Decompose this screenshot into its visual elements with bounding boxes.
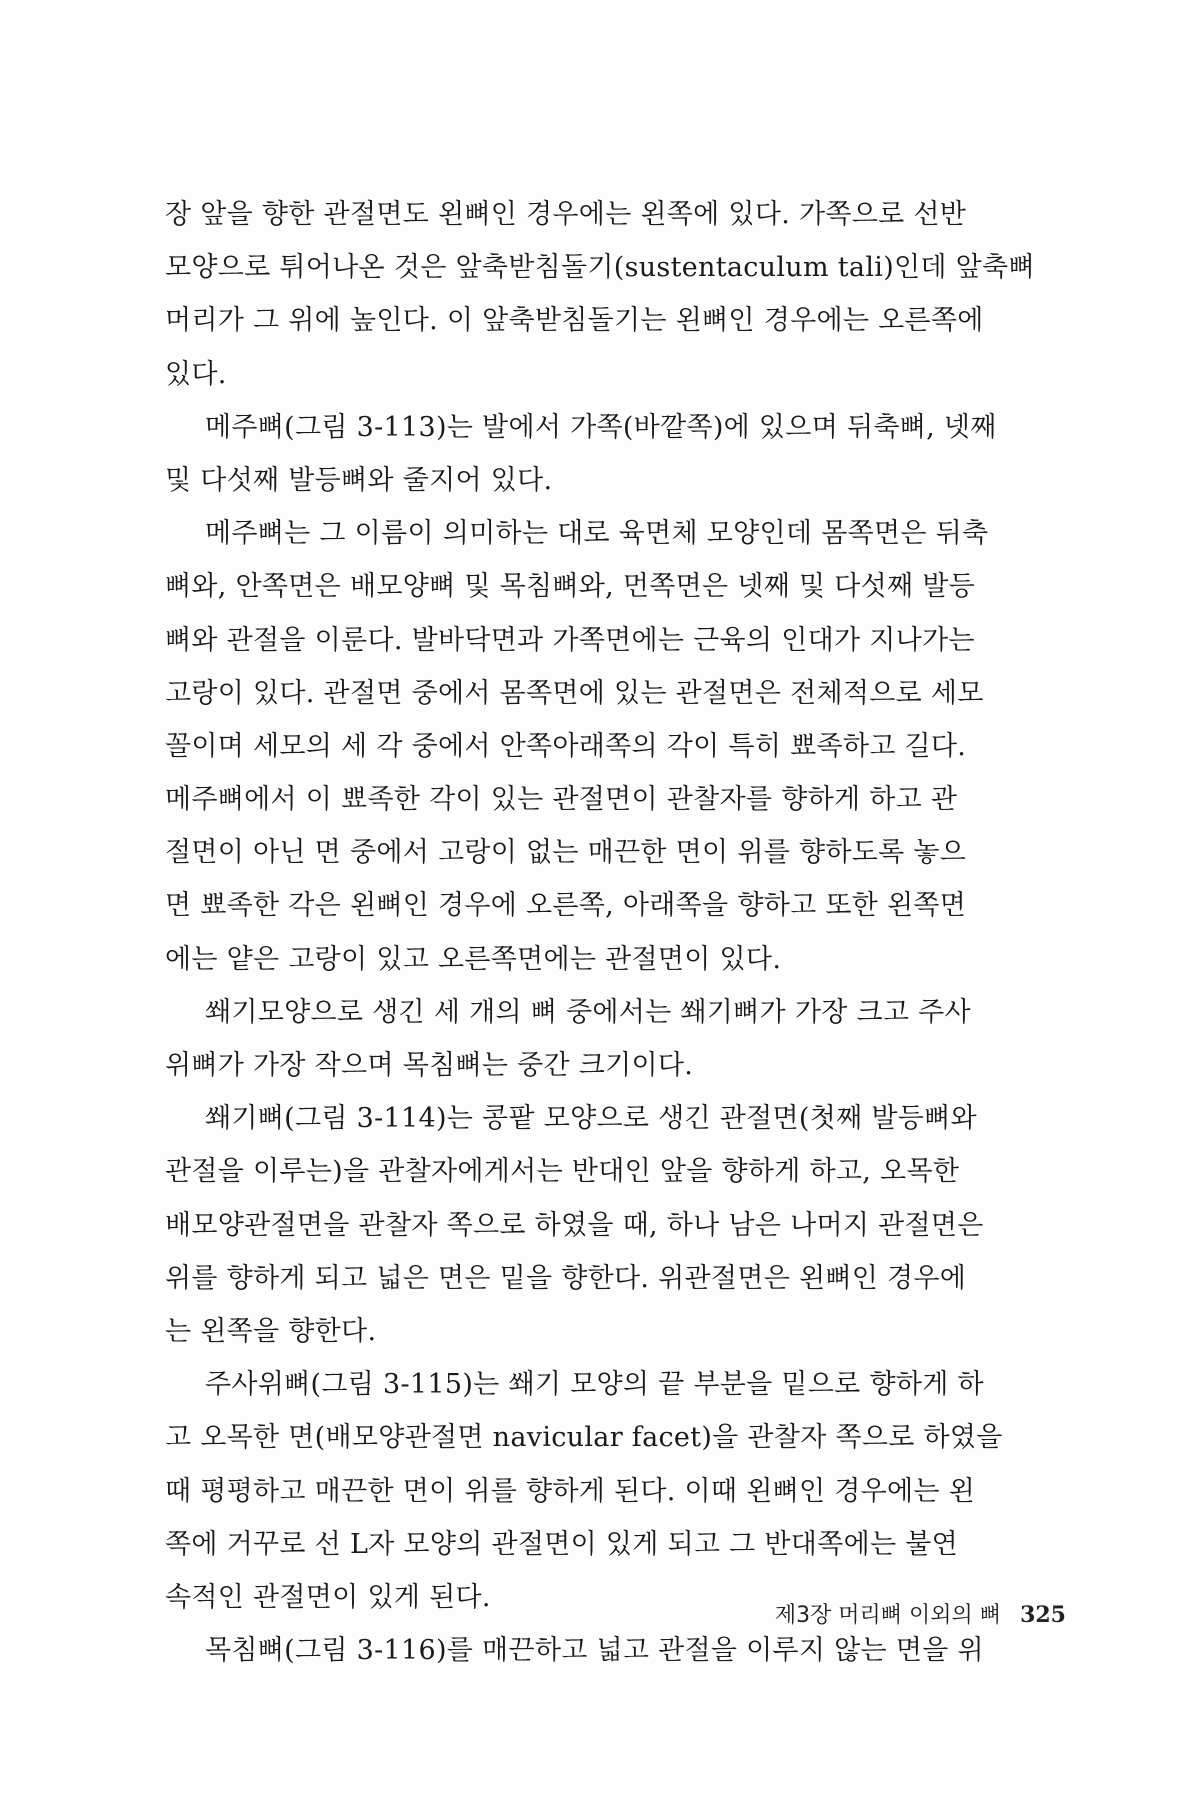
text-line: 쐐기모양으로 생긴 세 개의 뼈 중에서는 쐐기뼈가 가장 크고 주사 xyxy=(205,996,971,1028)
text-line: 메주뼈는 그 이름이 의미하는 대로 육면체 모양인데 몸쪽면은 뒤축 xyxy=(205,518,989,550)
text-line: 절면이 아닌 면 중에서 고랑이 없는 매끈한 면이 위를 향하도록 놓으 xyxy=(165,837,967,869)
text-line: 면 뾰족한 각은 왼뼈인 경우에 오른쪽, 아래쪽을 향하고 또한 왼쪽면 xyxy=(165,890,967,922)
text-line: 위뼈가 가장 작으며 목침뼈는 중간 크기이다. xyxy=(165,1050,694,1081)
text-line: 꼴이며 세모의 세 각 중에서 안쪽아래쪽의 각이 특히 뾰족하고 길다. xyxy=(165,730,967,762)
text-line: 메주뼈(그림 3-113)는 발에서 가쪽(바깥쪽)에 있으며 뒤축뼈, 넷째 xyxy=(205,411,997,443)
text-line: 장 앞을 향한 관절면도 왼뼈인 경우에는 왼쪽에 있다. 가쪽으로 선반 xyxy=(165,199,967,230)
text-line: 쐐기뼈(그림 3-114)는 콩팥 모양으로 생긴 관절면(첫째 발등뼈와 xyxy=(205,1103,977,1135)
text-line: 메주뼈에서 이 뾰족한 각이 있는 관절면이 관찰자를 향하게 하고 관 xyxy=(165,784,958,816)
text-line: 쪽에 거꾸로 선 L자 모양의 관절면이 있게 되고 그 반대쪽에는 불연 xyxy=(165,1528,958,1560)
text-line: 때 평평하고 매끈한 면이 위를 향하게 된다. 이때 왼뼈인 경우에는 왼 xyxy=(165,1475,976,1507)
text-line: 위를 향하게 되고 넓은 면은 밑을 향한다. 위관절면은 왼뼈인 경우에 xyxy=(165,1262,967,1294)
text-line: 고랑이 있다. 관절면 중에서 몸쪽면에 있는 관절면은 전체적으로 세모 xyxy=(165,677,984,709)
chapter-title: 제3장 머리뼈 이외의 뼈 xyxy=(774,1603,1002,1628)
text-line: 머리가 그 위에 높인다. 이 앞축받침돌기는 왼뼈인 경우에는 오른쪽에 xyxy=(165,305,984,337)
text-line: 주사위뼈(그림 3-115)는 쐐기 모양의 끝 부분을 밑으로 향하게 하 xyxy=(205,1369,984,1401)
text-line: 있다. xyxy=(165,358,227,390)
body-text xyxy=(165,188,1065,1677)
text-line: 고 오목한 면(배모양관절면 navicular facet)을 관찰자 쪽으로 하였을 xyxy=(165,1422,1003,1454)
text-line: 모양으로 튀어나온 것은 앞축받침돌기(sustentaculum tali)인데 앞축뼈 xyxy=(165,252,1035,284)
text-line: 뼈와 관절을 이룬다. 발바닥면과 가쪽면에는 근육의 인대가 지나가는 xyxy=(165,624,975,656)
text-line: 속적인 관절면이 있게 된다. xyxy=(165,1581,491,1613)
text-line: 뼈와, 안쪽면은 배모양뼈 및 목침뼈와, 먼쪽면은 넷째 및 다섯째 발등 xyxy=(165,571,976,603)
text-line: 배모양관절면을 관찰자 쪽으로 하였을 때, 하나 남은 나머지 관절면은 xyxy=(165,1209,984,1241)
page-number: 325 xyxy=(1020,1602,1066,1628)
text-line: 목침뼈(그림 3-116)를 매끈하고 넓고 관절을 이루지 않는 면을 위 xyxy=(205,1635,984,1667)
page-footer xyxy=(775,1598,1066,1629)
text-line: 및 다섯째 발등뼈와 줄지어 있다. xyxy=(165,464,553,496)
text-line: 관절을 이루는)을 관찰자에게서는 반대인 앞을 향하게 하고, 오목한 xyxy=(165,1156,960,1188)
text-line: 는 왼쪽을 향한다. xyxy=(165,1315,377,1347)
text-line: 에는 얕은 고랑이 있고 오른쪽면에는 관절면이 있다. xyxy=(165,943,782,975)
